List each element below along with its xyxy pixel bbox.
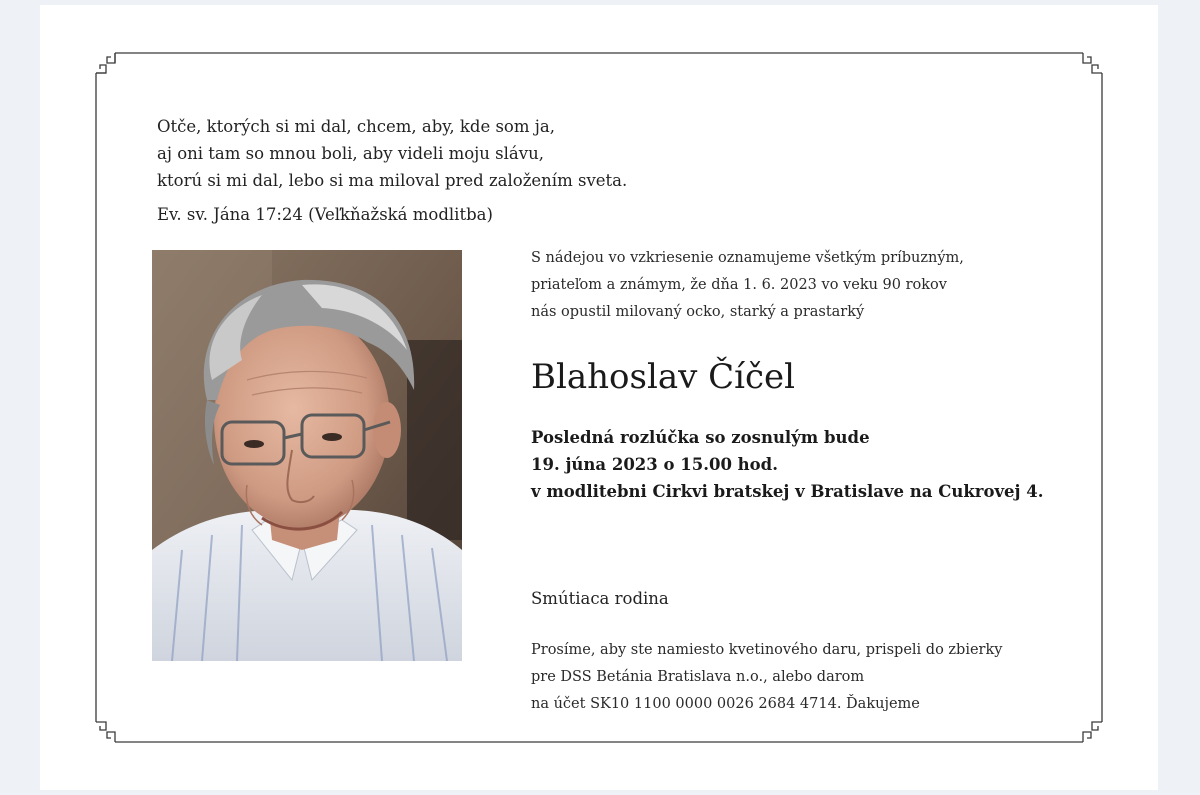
donation-line: pre DSS Betánia Bratislava n.o., alebo darom <box>531 669 865 685</box>
bible-verse <box>157 113 627 228</box>
donation-request <box>531 637 1002 718</box>
funeral-line: Posledná rozlúčka so zosnulým bude <box>531 428 870 447</box>
donation-line: na účet SK10 1100 0000 0026 2684 4714. Ďakujeme <box>531 696 920 712</box>
verse-line: Otče, ktorých si mi dal, chcem, aby, kde som ja, <box>157 117 555 136</box>
funeral-line: v modlitebni Cirkvi bratskej v Bratislave na Cukrovej 4. <box>531 482 1044 501</box>
obituary-card <box>40 5 1158 790</box>
verse-line: aj oni tam so mnou boli, aby videli moju slávu, <box>157 144 544 163</box>
verse-line: ktorú si mi dal, lebo si ma miloval pred založením sveta. <box>157 171 628 190</box>
deceased-name: Blahoslav Číčel <box>531 357 796 397</box>
announcement-line: priateľom a známym, že dňa 1. 6. 2023 vo veku 90 rokov <box>531 277 947 293</box>
funeral-line: 19. júna 2023 o 15.00 hod. <box>531 455 778 474</box>
portrait-illustration <box>152 250 462 661</box>
donation-line: Prosíme, aby ste namiesto kvetinového daru, prispeli do zbierky <box>531 642 1003 658</box>
funeral-details <box>531 424 1043 505</box>
family-signature: Smútiaca rodina <box>531 589 669 608</box>
portrait-photo <box>152 250 462 661</box>
announcement-line: S nádejou vo vzkriesenie oznamujeme všetkým príbuzným, <box>531 250 964 266</box>
announcement-line: nás opustil milovaný ocko, starký a prastarký <box>531 304 865 320</box>
verse-reference: Ev. sv. Jána 17:24 (Veľkňažská modlitba) <box>157 205 493 224</box>
death-announcement <box>531 245 964 326</box>
